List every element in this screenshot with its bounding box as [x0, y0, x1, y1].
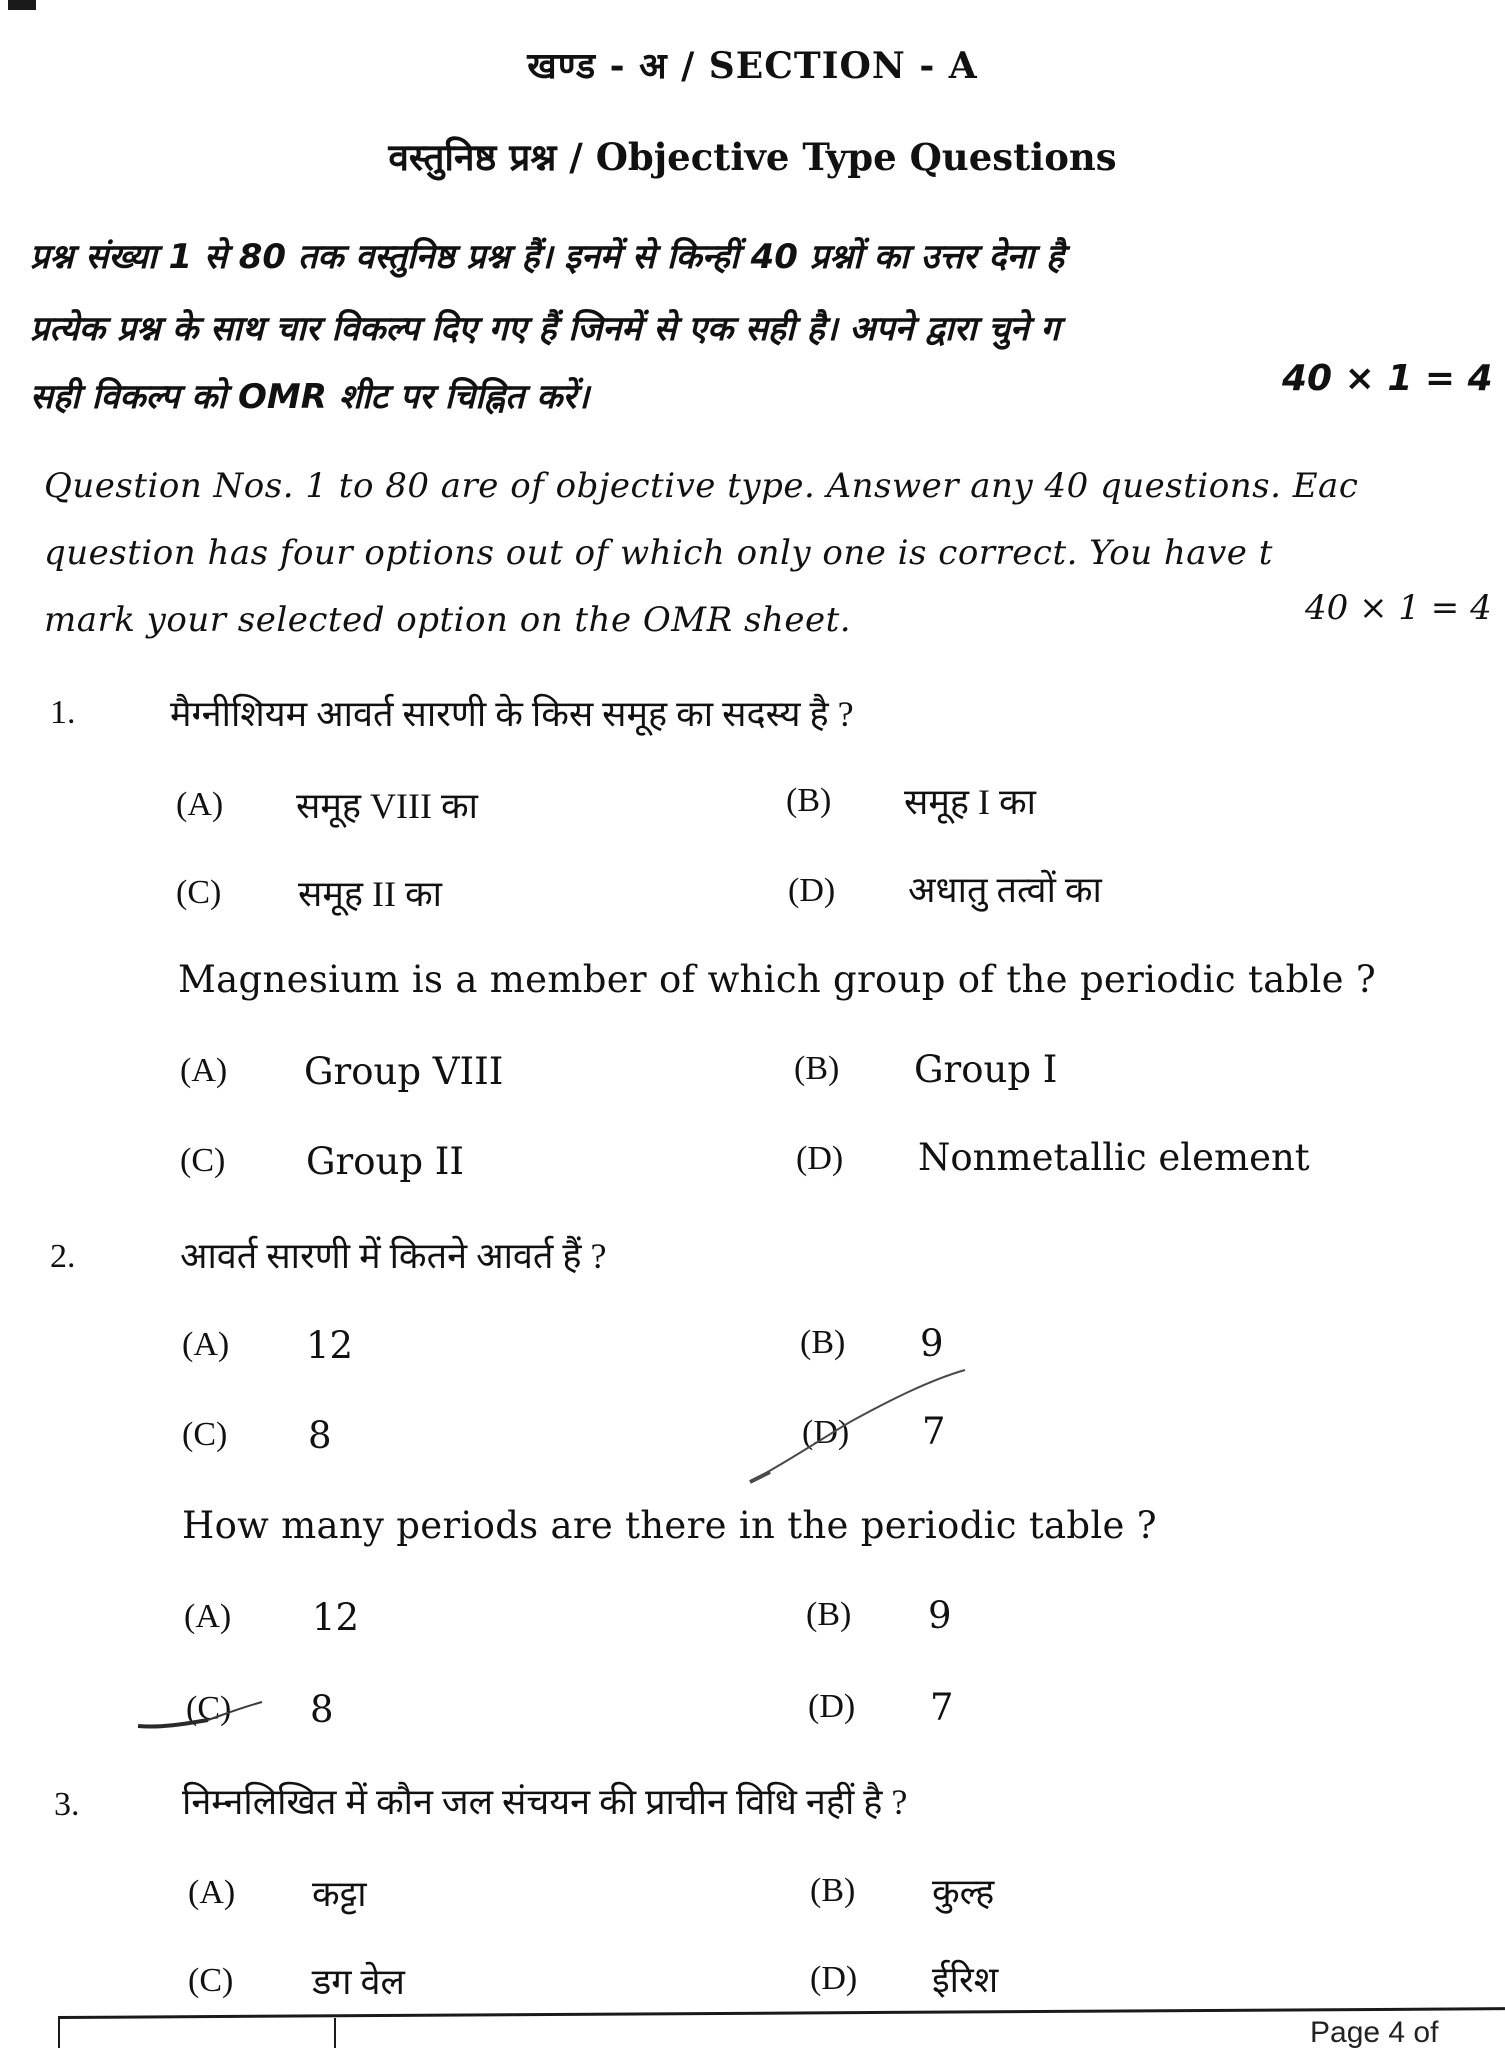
- option-text: कुल्ह: [932, 1872, 995, 1912]
- option-label: (C): [188, 1962, 234, 1999]
- option-text: 9: [920, 1322, 944, 1365]
- option-text: समूह VIII का: [296, 786, 478, 826]
- option-label: (D): [796, 1140, 844, 1177]
- option-text: 7: [930, 1686, 954, 1729]
- option-text: समूह I का: [904, 782, 1036, 822]
- option-label: (C): [182, 1416, 228, 1453]
- hindi-instruction-line-2: प्रत्येक प्रश्न के साथ चार विकल्प दिए गए हैं जिनमें से एक सही है। अपने द्वारा चुने ग: [30, 309, 1060, 349]
- english-instruction-line-1: Question Nos. 1 to 80 are of objective type. Answer any 40 questions. Eac: [44, 466, 1359, 506]
- english-instruction-line-3: mark your selected option on the OMR sheet.: [44, 600, 852, 640]
- option-text: 8: [310, 1688, 334, 1731]
- hindi-instruction-line-3: सही विकल्प को OMR शीट पर चिह्नित करें।: [30, 377, 590, 417]
- option-text: 8: [308, 1414, 332, 1457]
- option-label: (B): [794, 1050, 840, 1087]
- option-label: (D): [808, 1688, 856, 1725]
- option-text: 12: [312, 1596, 360, 1639]
- english-instruction-line-2: question has four options out of which only one is correct. You have t: [44, 533, 1273, 573]
- hindi-instruction-line-1: प्रश्न संख्या 1 से 80 तक वस्तुनिष्ठ प्रश्न हैं। इनमें से किन्हीं 40 प्रश्नों का उत्तर देना है: [30, 237, 1065, 277]
- option-label: (B): [800, 1324, 846, 1361]
- english-marks: 40 × 1 = 4: [1305, 588, 1492, 628]
- option-text: 12: [306, 1324, 354, 1367]
- option-label: (C): [180, 1142, 226, 1179]
- option-text: 7: [922, 1410, 946, 1453]
- option-text: Nonmetallic element: [918, 1136, 1310, 1179]
- page-number: Page 4 of: [1310, 2016, 1439, 2049]
- option-text: Group II: [306, 1140, 465, 1183]
- option-label: (D): [802, 1414, 850, 1451]
- paper-code-box: [58, 2018, 336, 2048]
- option-label: (A): [188, 1874, 236, 1911]
- option-label: (C): [186, 1690, 232, 1727]
- question-text-hindi: मैग्नीशियम आवर्त सारणी के किस समूह का सदस्य है ?: [170, 694, 854, 734]
- subsection-title: वस्तुनिष्ठ प्रश्न / Objective Type Questions: [388, 135, 1117, 179]
- option-label: (D): [810, 1960, 858, 1997]
- option-label: (A): [176, 786, 224, 823]
- option-text: डग वेल: [312, 1962, 405, 2002]
- option-text: Group VIII: [304, 1050, 504, 1093]
- option-label: (C): [176, 874, 222, 911]
- question-number: 1.: [50, 694, 76, 731]
- question-number: 3.: [54, 1786, 80, 1823]
- option-label: (B): [806, 1596, 852, 1633]
- option-text: कट्टा: [312, 1874, 367, 1914]
- option-label: (B): [786, 782, 832, 819]
- question-text-english: Magnesium is a member of which group of the periodic table ?: [178, 958, 1377, 1001]
- question-text-hindi: आवर्त सारणी में कितने आवर्त हैं ?: [180, 1236, 607, 1276]
- question-number: 2.: [50, 1238, 76, 1275]
- question-text-english: How many periods are there in the periodic table ?: [182, 1504, 1157, 1547]
- option-text: अधातु तत्वों का: [908, 870, 1102, 910]
- hindi-marks: 40 × 1 = 4: [1282, 358, 1493, 399]
- option-label: (A): [180, 1052, 228, 1089]
- option-label: (A): [182, 1326, 230, 1363]
- section-title: खण्ड - अ / SECTION - A: [527, 45, 978, 87]
- option-label: (D): [788, 872, 836, 909]
- option-text: 9: [928, 1594, 952, 1637]
- option-text: Group I: [914, 1048, 1058, 1091]
- question-text-hindi: निम्नलिखित में कौन जल संचयन की प्राचीन विधि नहीं है ?: [182, 1782, 908, 1822]
- option-text: ईरिश: [932, 1960, 999, 2000]
- option-label: (B): [810, 1872, 856, 1909]
- option-label: (A): [184, 1598, 232, 1635]
- option-text: समूह II का: [298, 874, 442, 914]
- corner-print-mark: [8, 0, 36, 10]
